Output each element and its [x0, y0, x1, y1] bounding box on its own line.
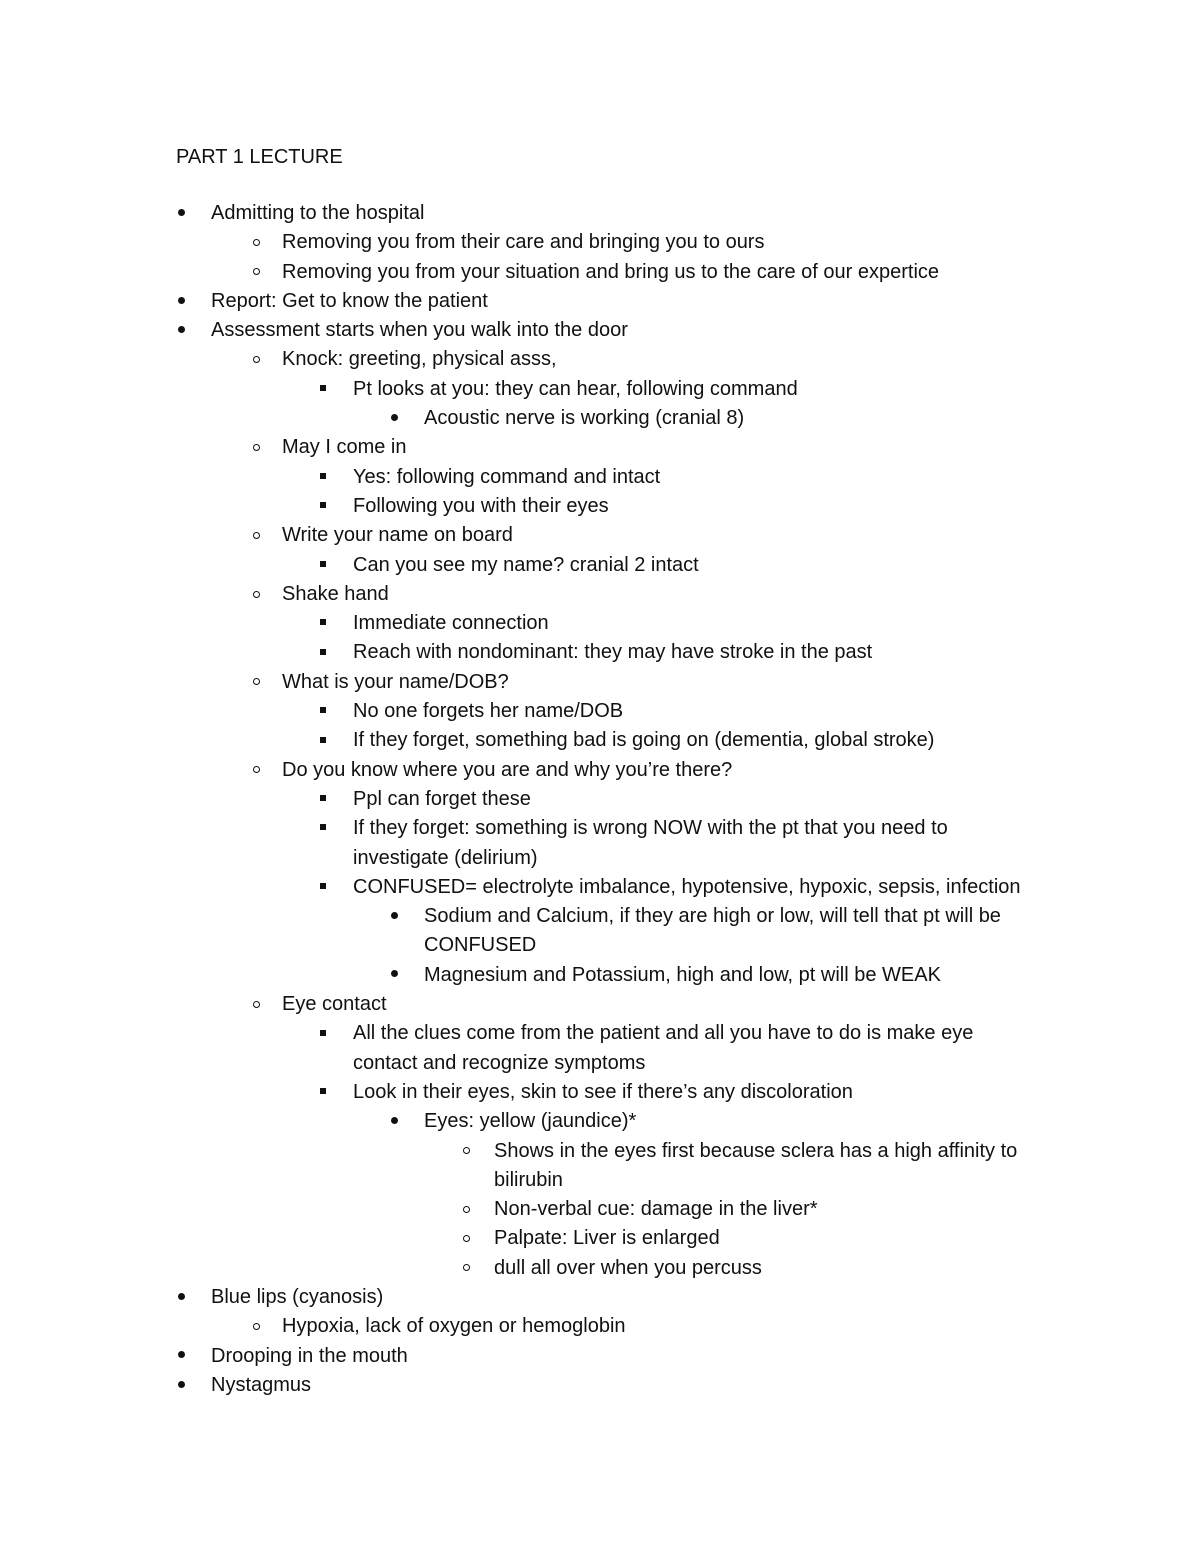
- dot-bullet-icon: [384, 961, 404, 990]
- square-bullet-icon: [313, 785, 333, 814]
- outline-item: [0, 258, 1200, 287]
- outline-item: [0, 199, 1200, 228]
- circle-bullet-icon: [246, 756, 266, 785]
- outline-item-text: What is your name/DOB?: [282, 670, 509, 693]
- circle-bullet-icon: [246, 990, 266, 1019]
- outline-item: [0, 638, 1200, 667]
- square-bullet-icon: [313, 375, 333, 404]
- outline-item-text: Non-verbal cue: damage in the liver*: [494, 1198, 818, 1221]
- outline-item: [0, 697, 1200, 726]
- outline-item-text: All the clues come from the patient and all you have to do is make eye: [353, 1022, 974, 1045]
- outline-item-text: Magnesium and Potassium, high and low, pt will be WEAK: [424, 963, 941, 986]
- outline-item-text: Removing you from your situation and bring us to the care of our expertice: [282, 260, 940, 283]
- outline-item: [0, 1107, 1200, 1136]
- square-bullet-icon: [313, 609, 333, 638]
- outline-item-text: Blue lips (cyanosis): [211, 1285, 384, 1308]
- circle-bullet-icon: [246, 580, 266, 609]
- outline-item: [0, 1137, 1200, 1166]
- dot-bullet-icon: [171, 316, 191, 345]
- dot-bullet-icon: [171, 1371, 191, 1400]
- circle-bullet-icon: [456, 1195, 476, 1224]
- outline-item: [0, 844, 1200, 873]
- outline-item-text: Write your name on board: [282, 524, 513, 547]
- circle-bullet-icon: [456, 1137, 476, 1166]
- outline-item: [0, 1254, 1200, 1283]
- circle-bullet-icon: [246, 668, 266, 697]
- outline-item-text: Do you know where you are and why you’re there?: [282, 758, 733, 781]
- outline-item-text: Following you with their eyes: [353, 494, 609, 517]
- outline-item-text: Assessment starts when you walk into the door: [211, 319, 628, 342]
- outline-item: [0, 1078, 1200, 1107]
- outline-item: [0, 551, 1200, 580]
- square-bullet-icon: [313, 814, 333, 843]
- outline-item: [0, 404, 1200, 433]
- square-bullet-icon: [313, 726, 333, 755]
- outline-item-text: Look in their eyes, skin to see if there’s any discoloration: [353, 1080, 853, 1103]
- circle-bullet-icon: [246, 433, 266, 462]
- outline-item-text: Immediate connection: [353, 612, 549, 635]
- outline-item-text: Eye contact: [282, 993, 387, 1016]
- outline-item: [0, 580, 1200, 609]
- outline-item: [0, 814, 1200, 843]
- square-bullet-icon: [313, 492, 333, 521]
- outline-item-text: Shows in the eyes first because sclera has a high affinity to: [494, 1139, 1018, 1162]
- outline-item: [0, 1312, 1200, 1341]
- outline-item: [0, 1283, 1200, 1312]
- outline-item-text: If they forget: something is wrong NOW with the pt that you need to: [353, 817, 948, 840]
- dot-bullet-icon: [384, 1107, 404, 1136]
- outline-item: [0, 668, 1200, 697]
- outline-item-text: Yes: following command and intact: [353, 465, 661, 488]
- square-bullet-icon: [313, 551, 333, 580]
- outline-item-text: Knock: greeting, physical asss,: [282, 348, 557, 371]
- outline-item: [0, 1195, 1200, 1224]
- outline-item-text: Removing you from their care and bringing you to ours: [282, 231, 765, 254]
- circle-bullet-icon: [246, 228, 266, 257]
- outline-item-text: contact and recognize symptoms: [353, 1051, 646, 1074]
- outline-item: [0, 375, 1200, 404]
- outline-item: [0, 316, 1200, 345]
- outline-item-text: Acoustic nerve is working (cranial 8): [424, 407, 745, 430]
- document-title: PART 1 LECTURE: [176, 146, 343, 168]
- outline-item: [0, 433, 1200, 462]
- outline-item: [0, 1224, 1200, 1253]
- dot-bullet-icon: [171, 1342, 191, 1371]
- outline-item: [0, 931, 1200, 960]
- outline-item-text: Can you see my name? cranial 2 intact: [353, 553, 699, 576]
- square-bullet-icon: [313, 463, 333, 492]
- outline-item-text: Pt looks at you: they can hear, following command: [353, 377, 798, 400]
- outline-item: [0, 228, 1200, 257]
- outline-item: [0, 1166, 1200, 1195]
- outline-item-text: Eyes: yellow (jaundice)*: [424, 1110, 637, 1133]
- dot-bullet-icon: [171, 1283, 191, 1312]
- outline-item: [0, 873, 1200, 902]
- dot-bullet-icon: [384, 902, 404, 931]
- square-bullet-icon: [313, 1019, 333, 1048]
- outline-item: [0, 961, 1200, 990]
- outline-item: [0, 345, 1200, 374]
- outline-item-text: May I come in: [282, 436, 407, 459]
- square-bullet-icon: [313, 873, 333, 902]
- circle-bullet-icon: [456, 1224, 476, 1253]
- outline-item: [0, 521, 1200, 550]
- outline-item: [0, 1049, 1200, 1078]
- outline-item: [0, 609, 1200, 638]
- square-bullet-icon: [313, 638, 333, 667]
- outline-item-text: Hypoxia, lack of oxygen or hemoglobin: [282, 1315, 626, 1338]
- outline-item: [0, 902, 1200, 931]
- outline-item-text: Palpate: Liver is enlarged: [494, 1227, 720, 1250]
- outline-list: [0, 199, 1200, 1400]
- circle-bullet-icon: [456, 1254, 476, 1283]
- outline-item-text: Ppl can forget these: [353, 787, 531, 810]
- outline-item-text: If they forget, something bad is going on (dementia, global stroke): [353, 729, 935, 752]
- circle-bullet-icon: [246, 1312, 266, 1341]
- outline-item: [0, 1019, 1200, 1048]
- outline-item-text: Drooping in the mouth: [211, 1344, 408, 1367]
- outline-item-text: No one forgets her name/DOB: [353, 700, 624, 723]
- circle-bullet-icon: [246, 521, 266, 550]
- square-bullet-icon: [313, 697, 333, 726]
- square-bullet-icon: [313, 1078, 333, 1107]
- outline-item: [0, 990, 1200, 1019]
- dot-bullet-icon: [171, 199, 191, 228]
- outline-item: [0, 492, 1200, 521]
- outline-item: [0, 726, 1200, 755]
- outline-item-text: Nystagmus: [211, 1373, 312, 1396]
- outline-item: [0, 1342, 1200, 1371]
- dot-bullet-icon: [171, 287, 191, 316]
- outline-item: [0, 463, 1200, 492]
- outline-item-text: CONFUSED= electrolyte imbalance, hypotensive, hypoxic, sepsis, infection: [353, 875, 1021, 898]
- outline-item-text: dull all over when you percuss: [494, 1256, 762, 1279]
- outline-item-text: Admitting to the hospital: [211, 202, 425, 224]
- outline-item-text: Reach with nondominant: they may have stroke in the past: [353, 641, 873, 664]
- outline-item-text: investigate (delirium): [353, 846, 538, 869]
- outline-item: [0, 756, 1200, 785]
- outline-item: [0, 287, 1200, 316]
- circle-bullet-icon: [246, 345, 266, 374]
- outline-item-text: Sodium and Calcium, if they are high or low, will tell that pt will be: [424, 905, 1001, 928]
- outline-item: [0, 1371, 1200, 1400]
- dot-bullet-icon: [384, 404, 404, 433]
- circle-bullet-icon: [246, 258, 266, 287]
- outline-item-text: CONFUSED: [424, 934, 537, 957]
- outline-item: [0, 785, 1200, 814]
- outline-item-text: bilirubin: [494, 1168, 563, 1191]
- outline-item-text: Report: Get to know the patient: [211, 289, 488, 312]
- outline-item-text: Shake hand: [282, 582, 389, 605]
